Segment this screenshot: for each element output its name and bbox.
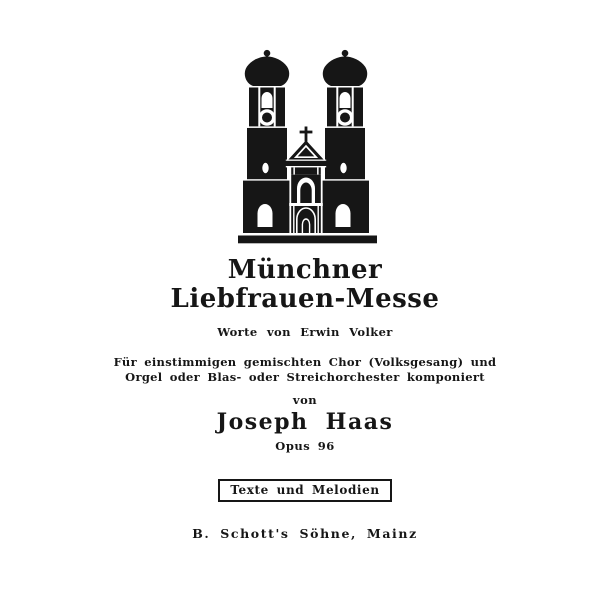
- base-line: [238, 236, 377, 244]
- title-line-1: Münchner: [227, 255, 383, 285]
- edition-label: Texte und Melodien: [230, 483, 380, 497]
- frauenkirche-emblem-icon: [229, 46, 385, 246]
- scoring-line-2: Orgel oder Blas- oder Streichorchester komponiert: [125, 370, 485, 385]
- edition-label-box: [218, 479, 391, 502]
- opus-number: Opus 96: [275, 439, 335, 453]
- center-facade: [286, 127, 326, 234]
- left-tower: [243, 50, 291, 233]
- edition-label-box-row: [0, 479, 610, 502]
- publisher-imprint: B. Schott's Söhne, Mainz: [192, 526, 418, 541]
- scoring-line-1: Für einstimmigen gemischten Chor (Volksgesang) und: [113, 355, 497, 369]
- scoring-description: [0, 355, 610, 385]
- title-line-2: Liebfrauen-Messe: [170, 284, 440, 314]
- composer-name: Joseph Haas: [216, 409, 394, 435]
- lyricist-credit: Worte von Erwin Volker: [217, 325, 393, 339]
- byline-von: von: [292, 393, 318, 407]
- right-tower: [321, 50, 369, 233]
